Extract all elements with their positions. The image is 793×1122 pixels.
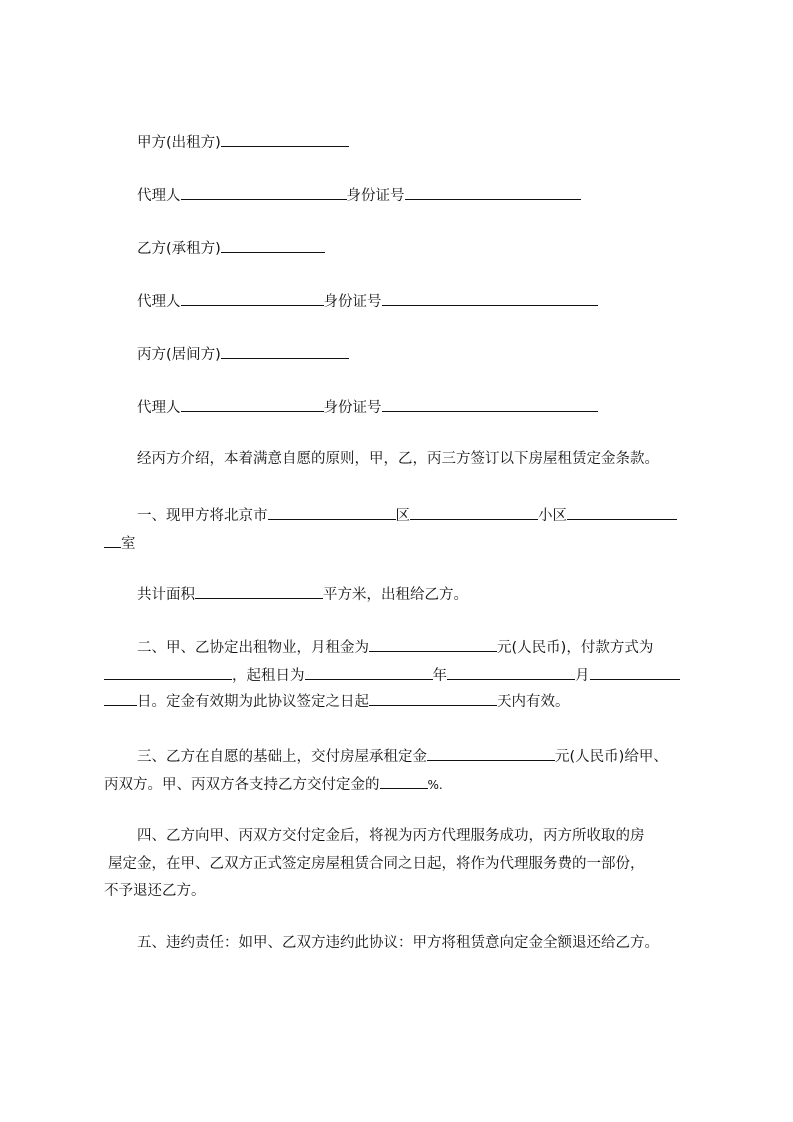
clause-3-line-2 <box>104 773 714 795</box>
clause-2-payment-field[interactable] <box>104 664 232 680</box>
party-a-name-field[interactable] <box>221 131 349 147</box>
clause-3-percent: %. <box>427 778 443 792</box>
party-c-id-label: 身份证号 <box>323 400 382 416</box>
party-b-agent-label: 代理人 <box>137 294 181 310</box>
party-b-id-label: 身份证号 <box>323 294 382 310</box>
clause-1-area-prefix: 共计面积 <box>137 587 195 603</box>
clause-1-area-line <box>104 583 747 605</box>
party-c-agent-label: 代理人 <box>137 400 181 416</box>
clause-1-community-label: 小区 <box>538 508 567 524</box>
clause-4-line-1 <box>104 826 747 846</box>
clause-1-district-field[interactable] <box>410 504 538 520</box>
clause-2-currency: 元(人民币)，付款方式为 <box>497 640 654 656</box>
party-c-line <box>104 343 747 365</box>
party-c-name-field[interactable] <box>221 343 349 359</box>
clause-2-prefix: 二、甲、乙协定出租物业，月租金为 <box>137 640 369 656</box>
clause-2-month-field[interactable] <box>447 664 575 680</box>
clause-1-room-field[interactable] <box>104 532 121 548</box>
clause-2-day-field[interactable] <box>104 690 137 706</box>
party-a-line <box>104 131 747 153</box>
clause-1-line-2 <box>104 532 714 554</box>
clause-5-line <box>104 933 747 953</box>
clause-2-year-field[interactable] <box>305 664 433 680</box>
party-b-name-field[interactable] <box>221 237 325 253</box>
clause-2-start-date: ，起租日为 <box>232 668 305 684</box>
party-a-id-label: 身份证号 <box>346 188 405 204</box>
clause-2-line-1 <box>104 636 747 658</box>
clause-1-area-suffix: 平方米，出租给乙方。 <box>323 587 468 603</box>
clause-4-text-3: 不予退还乙方。 <box>104 883 206 899</box>
clause-5-text: 五、违约责任：如甲、乙双方违约此协议：甲方将租赁意向定金全额退还给乙方。 <box>137 935 659 951</box>
clause-2-month-label: 月 <box>575 668 590 684</box>
party-a-agent-label: 代理人 <box>137 188 181 204</box>
party-c-agent-field[interactable] <box>181 396 324 412</box>
clause-4-line-3 <box>104 881 714 901</box>
clause-2-day-label: 日。定金有效期为此协议签定之日起 <box>137 694 369 710</box>
clause-2-line-3 <box>104 690 714 712</box>
party-b-line <box>104 237 747 259</box>
party-b-agent-line <box>104 290 747 312</box>
clause-2-validity-label: 天内有效。 <box>497 694 570 710</box>
party-b-agent-field[interactable] <box>181 290 324 306</box>
clause-3-deposit-field[interactable] <box>427 745 555 761</box>
clause-3-line-2-prefix: 丙双方。甲、丙双方各支持乙方交付定金的 <box>104 777 380 793</box>
clause-2-validity-field[interactable] <box>369 690 497 706</box>
party-a-label: 甲方(出租方) <box>137 135 221 151</box>
clause-4-line-2 <box>104 854 718 874</box>
clause-2-year-label: 年 <box>432 668 447 684</box>
party-b-id-field[interactable] <box>382 290 598 306</box>
clause-1-community-field[interactable] <box>567 504 677 520</box>
clause-2-line-2 <box>104 664 714 686</box>
clause-3-percent-field[interactable] <box>380 773 428 789</box>
clause-1-line-1 <box>104 504 747 526</box>
clause-1-area-field[interactable] <box>195 583 323 599</box>
party-b-label: 乙方(承租方) <box>137 241 221 257</box>
intro-text: 经丙方介绍，本着满意自愿的原则，甲，乙，丙三方签订以下房屋租赁定金条款。 <box>137 451 659 467</box>
party-c-agent-line <box>104 396 747 418</box>
clause-4-text-1: 四、乙方向甲、丙双方交付定金后，将视为丙方代理服务成功，丙方所收取的房 <box>137 828 645 844</box>
party-c-id-field[interactable] <box>382 396 598 412</box>
clause-3-currency: 元(人民币)给甲、 <box>555 749 668 765</box>
clause-1-room-label: 室 <box>121 536 136 552</box>
clause-2-day-field-start[interactable] <box>590 664 680 680</box>
clause-1-district-label: 区 <box>395 508 410 524</box>
party-a-agent-field[interactable] <box>181 184 347 200</box>
clause-3-line-1 <box>104 745 747 767</box>
clause-2-rent-field[interactable] <box>369 636 497 652</box>
party-a-agent-line <box>104 184 747 206</box>
clause-1-city-field[interactable] <box>268 504 396 520</box>
intro-paragraph <box>104 449 747 469</box>
party-c-label: 丙方(居间方) <box>137 347 221 363</box>
clause-3-prefix: 三、乙方在自愿的基础上，交付房屋承租定金 <box>137 749 427 765</box>
party-a-id-field[interactable] <box>405 184 581 200</box>
clause-4-text-2: 屋定金，在甲、乙双方正式签定房屋租赁合同之日起，将作为代理服务费的一部份， <box>108 856 645 872</box>
clause-1-prefix: 一、现甲方将北京市 <box>137 508 268 524</box>
